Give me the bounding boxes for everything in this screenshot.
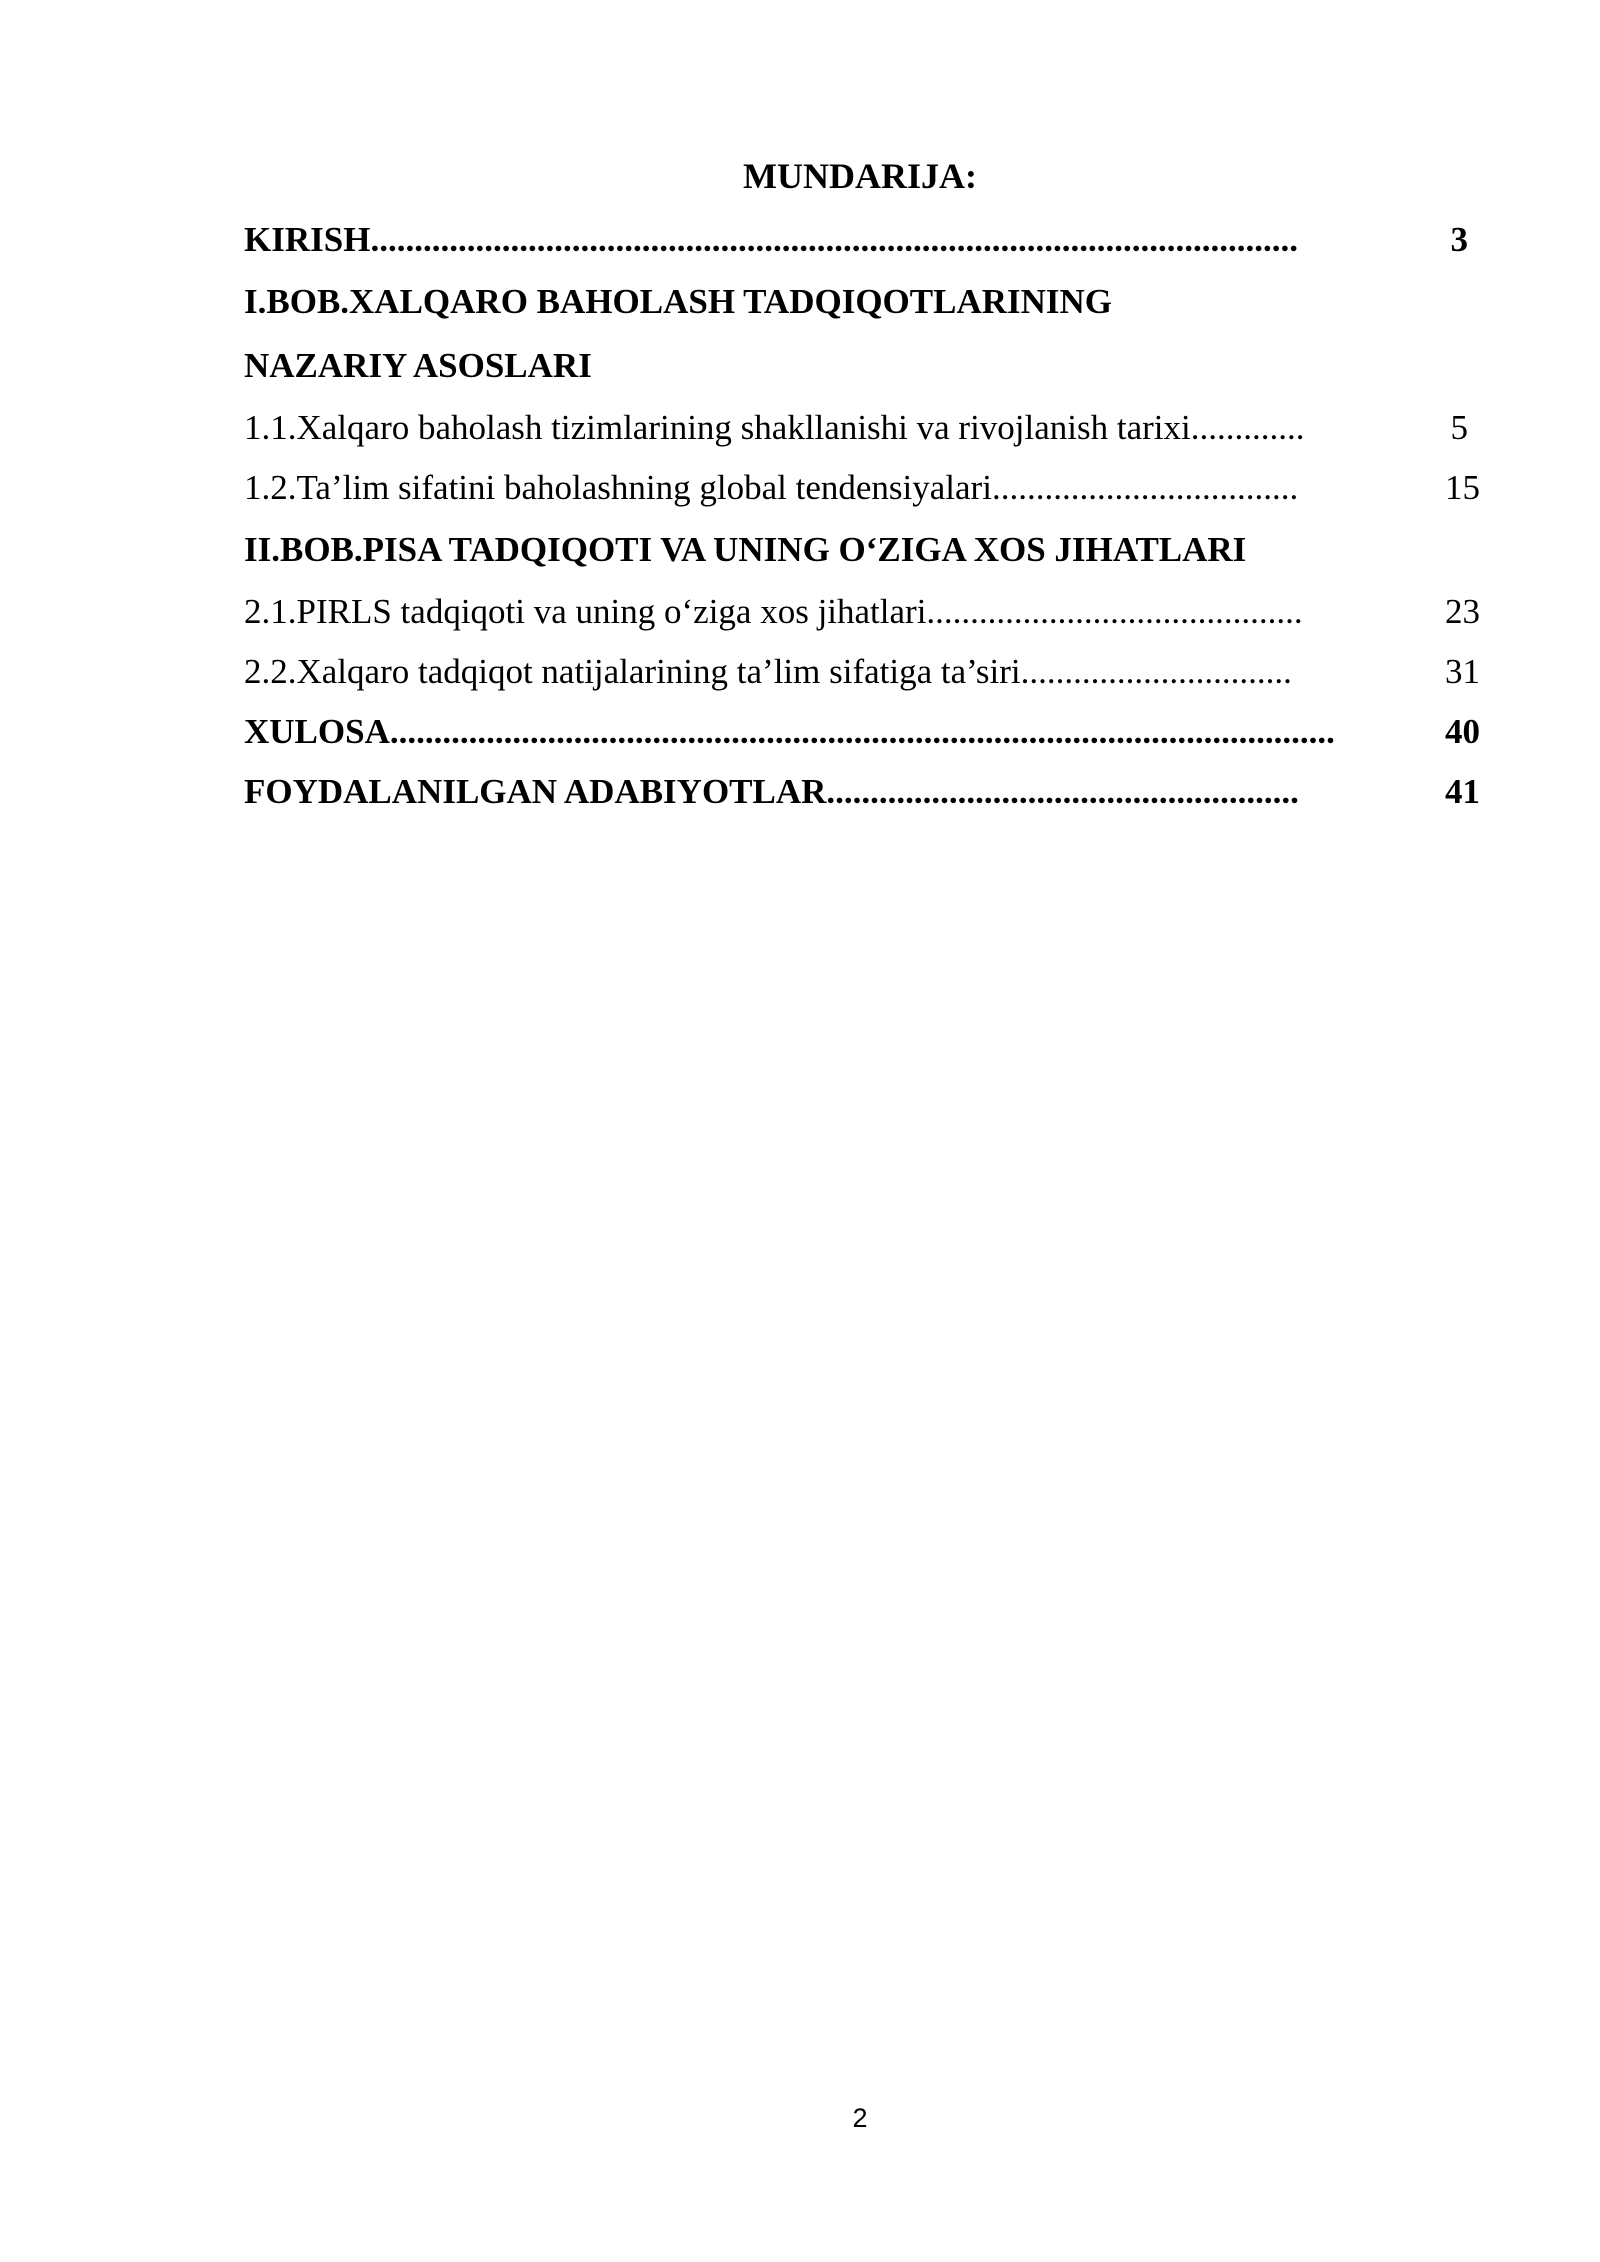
page-number: 2: [852, 2103, 868, 2133]
toc-entry-1-2[interactable]: [244, 458, 1480, 518]
toc-entry-label: 1.2.Ta’lim sifatini baholashning global tendensiyalari: [244, 468, 992, 507]
toc-leader-dots: ..........................................................................................................: [370, 220, 1298, 259]
toc-leader-dots: ...........................................: [926, 592, 1303, 631]
toc-entry-xulosa[interactable]: [244, 702, 1480, 762]
toc-title: MUNDARIJA:: [743, 156, 977, 196]
toc-entry-label: NAZARIY ASOSLARI: [244, 346, 592, 385]
toc-entry-label: 1.1.Xalqaro baholash tizimlarining shakllanishi va rivojlanish tarixi: [244, 408, 1191, 447]
table-of-contents: [244, 210, 1480, 822]
toc-entry-label: II.BOB.PISA TADQIQOTI VA UNING O‘ZIGA XOS JIHATLARI: [244, 530, 1247, 569]
toc-page-number: 31: [1445, 652, 1480, 691]
toc-entry-label: 2.1.PIRLS tadqiqoti va uning o‘ziga xos jihatlari: [244, 592, 927, 631]
toc-page-number: 5: [1450, 408, 1468, 447]
toc-page-number: 40: [1445, 712, 1480, 751]
toc-entry-2-2[interactable]: [244, 642, 1480, 702]
toc-page-number: 41: [1445, 772, 1480, 811]
toc-entry-label: I.BOB.XALQARO BAHOLASH TADQIQOTLARINING: [244, 282, 1113, 321]
toc-entry-label: FOYDALANILGAN ADABIYOTLAR: [244, 772, 827, 811]
toc-entry-label: 2.2.Xalqaro tadqiqot natijalarining ta’lim sifatiga ta’siri: [244, 652, 1021, 691]
toc-chapter-1-heading-cont[interactable]: [244, 334, 1480, 398]
toc-leader-dots: ............................................................................................................: [389, 712, 1335, 751]
toc-leader-dots: ...............................: [1020, 652, 1292, 691]
toc-entry-2-1[interactable]: [244, 582, 1480, 642]
toc-entry-adabiyotlar[interactable]: [244, 762, 1480, 822]
toc-leader-dots: ......................................................: [826, 772, 1299, 811]
toc-page-number: 23: [1445, 592, 1480, 631]
toc-entry-kirish[interactable]: [244, 210, 1480, 270]
toc-entry-1-1[interactable]: [244, 398, 1480, 458]
toc-leader-dots: ...................................: [991, 468, 1299, 507]
toc-chapter-1-heading[interactable]: [244, 270, 1480, 334]
toc-page-number: 3: [1450, 220, 1468, 259]
toc-page-number: 15: [1445, 468, 1480, 507]
toc-entry-label: KIRISH: [244, 220, 371, 259]
toc-entry-label: XULOSA: [244, 712, 390, 751]
toc-chapter-2-heading[interactable]: [244, 518, 1480, 582]
toc-leader-dots: .............: [1190, 408, 1305, 447]
